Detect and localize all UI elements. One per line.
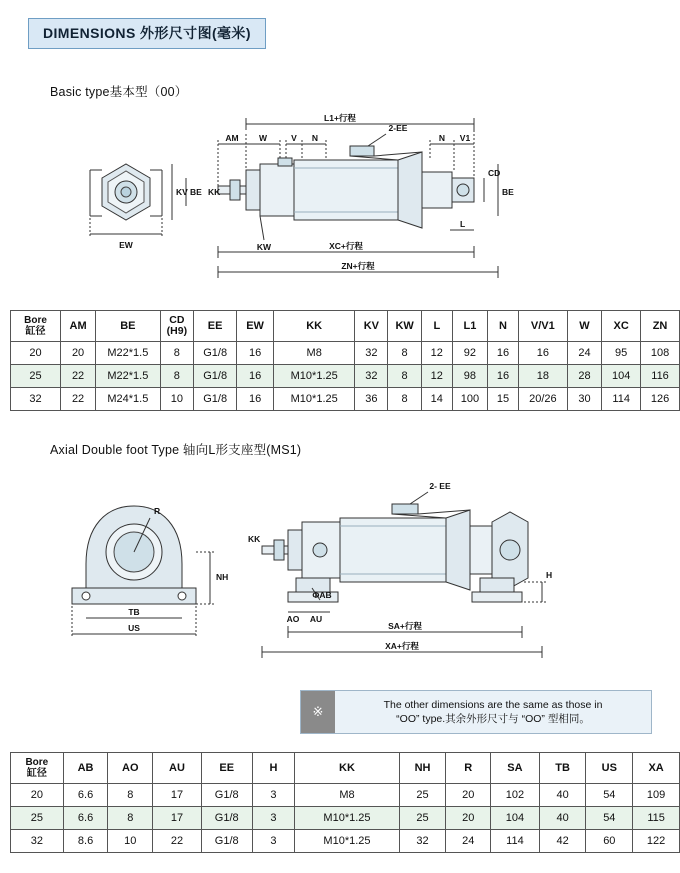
cell-xa: 115	[633, 807, 680, 830]
th-ee: EE	[194, 311, 237, 342]
label-nh: NH	[216, 572, 229, 582]
cell-l: 12	[421, 342, 452, 365]
table-row	[11, 807, 680, 830]
cell-bore: 20	[11, 784, 64, 807]
cell-ee: G1/8	[194, 388, 237, 411]
cell-tb: 40	[539, 807, 586, 830]
note-mark-icon: ※	[301, 691, 335, 733]
cell-kv: 32	[355, 342, 388, 365]
cell-xa: 109	[633, 784, 680, 807]
th-kw: KW	[388, 311, 421, 342]
label-xa: XA+行程	[385, 641, 419, 651]
cell-ee: G1/8	[201, 784, 252, 807]
cell-ab: 6.6	[63, 807, 108, 830]
cell-r: 20	[446, 807, 491, 830]
cell-ab: 6.6	[63, 784, 108, 807]
cell-ab: 8.6	[63, 830, 108, 853]
cell-w: 28	[567, 365, 602, 388]
drawing-axial-double-foot	[50, 460, 630, 685]
cell-tb: 42	[539, 830, 586, 853]
cell-l: 14	[421, 388, 452, 411]
cell-ew: 16	[237, 388, 274, 411]
cell-h: 3	[252, 784, 295, 807]
cell-xc: 104	[602, 365, 641, 388]
cell-h: 3	[252, 807, 295, 830]
cell-tb: 40	[539, 784, 586, 807]
cell-kw: 8	[388, 365, 421, 388]
cell-kk: M8	[274, 342, 355, 365]
th-r: R	[446, 753, 491, 784]
label-au: AU	[309, 614, 323, 624]
note-box	[300, 690, 652, 734]
cell-l1: 92	[452, 342, 487, 365]
cell-be: M22*1.5	[96, 342, 160, 365]
cell-au: 17	[153, 784, 202, 807]
th-l1: L1	[452, 311, 487, 342]
th-kk: KK	[295, 753, 399, 784]
label-h: H	[546, 570, 553, 580]
th-ao: AO	[108, 753, 153, 784]
cell-bore: 32	[11, 388, 61, 411]
cell-ao: 10	[108, 830, 153, 853]
cell-nh: 25	[399, 807, 446, 830]
cell-au: 17	[153, 807, 202, 830]
label-n: N	[311, 133, 319, 143]
cell-zn: 116	[641, 365, 680, 388]
th-vv1: V/V1	[518, 311, 567, 342]
th-bore: Bore 缸径	[11, 753, 64, 784]
th-w: W	[567, 311, 602, 342]
cell-h: 3	[252, 830, 295, 853]
cell-sa: 104	[491, 807, 540, 830]
cell-kk: M10*1.25	[295, 830, 399, 853]
cell-ew: 16	[237, 342, 274, 365]
cell-n: 16	[488, 342, 519, 365]
th-nh: NH	[399, 753, 446, 784]
label-kk-axial: KK	[248, 534, 261, 544]
cell-am: 22	[61, 388, 96, 411]
cell-l1: 100	[452, 388, 487, 411]
cell-am: 22	[61, 365, 96, 388]
cell-kk: M8	[295, 784, 399, 807]
th-kv: KV	[355, 311, 388, 342]
cell-kw: 8	[388, 342, 421, 365]
label-ab: ΦAB	[312, 590, 332, 600]
cell-be: M22*1.5	[96, 365, 160, 388]
th-cd: CD (H9)	[160, 311, 194, 342]
cell-vv1: 18	[518, 365, 567, 388]
cell-bore: 32	[11, 830, 64, 853]
th-kk: KK	[274, 311, 355, 342]
table-row	[11, 342, 680, 365]
cell-vv1: 20/26	[518, 388, 567, 411]
th-l: L	[421, 311, 452, 342]
label-tb: TB	[128, 607, 140, 617]
th-h: H	[252, 753, 295, 784]
cell-w: 30	[567, 388, 602, 411]
cell-l: 12	[421, 365, 452, 388]
th-xa: XA	[633, 753, 680, 784]
th-ab: AB	[63, 753, 108, 784]
label-n2: N	[438, 133, 446, 143]
th-ee: EE	[201, 753, 252, 784]
cell-us: 54	[586, 807, 633, 830]
cell-kk: M10*1.25	[274, 388, 355, 411]
table-axial-dimensions	[10, 752, 680, 853]
cell-r: 20	[446, 784, 491, 807]
cell-bore: 25	[11, 365, 61, 388]
cell-vv1: 16	[518, 342, 567, 365]
cell-ee: G1/8	[201, 830, 252, 853]
cell-xc: 95	[602, 342, 641, 365]
label-ao: AO	[286, 614, 300, 624]
th-n: N	[488, 311, 519, 342]
label-kk: KK	[208, 187, 221, 197]
cell-w: 24	[567, 342, 602, 365]
label-kw: KW	[256, 242, 272, 252]
cell-cd: 10	[160, 388, 194, 411]
th-tb: TB	[539, 753, 586, 784]
cell-sa: 114	[491, 830, 540, 853]
cell-be: M24*1.5	[96, 388, 160, 411]
cell-ee: G1/8	[194, 365, 237, 388]
drawing-basic-type	[50, 100, 630, 305]
label-l: L	[460, 219, 466, 229]
cell-ao: 8	[108, 784, 153, 807]
cell-n: 15	[488, 388, 519, 411]
cell-kk: M10*1.25	[274, 365, 355, 388]
cell-am: 20	[61, 342, 96, 365]
th-us: US	[586, 753, 633, 784]
label-ew: EW	[119, 240, 133, 250]
cell-nh: 32	[399, 830, 446, 853]
note-line-2: “OO” type.其余外形尺寸与 “OO” 型相同。	[396, 713, 590, 725]
table-header-row	[11, 753, 680, 784]
label-r: R	[154, 506, 161, 516]
cell-zn: 108	[641, 342, 680, 365]
label-v: V	[291, 133, 297, 143]
th-sa: SA	[491, 753, 540, 784]
th-ew: EW	[237, 311, 274, 342]
th-am: AM	[61, 311, 96, 342]
cell-us: 60	[586, 830, 633, 853]
label-2ee-axial: 2- EE	[429, 481, 451, 491]
cell-au: 22	[153, 830, 202, 853]
label-cd: CD	[488, 168, 501, 178]
cell-ee: G1/8	[201, 807, 252, 830]
table-row	[11, 388, 680, 411]
cell-r: 24	[446, 830, 491, 853]
th-bore: Bore 缸径	[11, 311, 61, 342]
section-heading-axial: Axial Double foot Type 轴向L形支座型(MS1)	[50, 443, 302, 457]
cell-bore: 25	[11, 807, 64, 830]
table-row	[11, 830, 680, 853]
cell-xa: 122	[633, 830, 680, 853]
cell-bore: 20	[11, 342, 61, 365]
label-kv: KV	[176, 187, 188, 197]
cell-cd: 8	[160, 365, 194, 388]
section-heading-basic: Basic type基本型（00）	[50, 85, 188, 99]
cell-l1: 98	[452, 365, 487, 388]
table-header-row	[11, 311, 680, 342]
note-line-1: The other dimensions are the same as those in	[383, 699, 603, 711]
label-be-left: BE	[190, 187, 202, 197]
th-zn: ZN	[641, 311, 680, 342]
cell-cd: 8	[160, 342, 194, 365]
cell-zn: 126	[641, 388, 680, 411]
page-title: DIMENSIONS 外形尺寸图(毫米)	[28, 18, 266, 49]
cell-ew: 16	[237, 365, 274, 388]
cell-kv: 32	[355, 365, 388, 388]
label-am: AM	[225, 133, 239, 143]
th-au: AU	[153, 753, 202, 784]
cell-kk: M10*1.25	[295, 807, 399, 830]
cell-ao: 8	[108, 807, 153, 830]
label-2ee: 2-EE	[388, 123, 408, 133]
cell-ee: G1/8	[194, 342, 237, 365]
table-basic-dimensions	[10, 310, 680, 411]
table-row	[11, 365, 680, 388]
th-be: BE	[96, 311, 160, 342]
cell-sa: 102	[491, 784, 540, 807]
label-zn: ZN+行程	[341, 261, 375, 271]
th-xc: XC	[602, 311, 641, 342]
cell-kw: 8	[388, 388, 421, 411]
note-text	[335, 698, 651, 726]
label-us: US	[128, 623, 140, 633]
cell-xc: 114	[602, 388, 641, 411]
cell-us: 54	[586, 784, 633, 807]
cell-nh: 25	[399, 784, 446, 807]
label-l1: L1+行程	[324, 113, 356, 123]
table-row	[11, 784, 680, 807]
label-v1: V1	[459, 133, 471, 143]
label-w: W	[258, 133, 268, 143]
label-xc: XC+行程	[329, 241, 363, 251]
cell-kv: 36	[355, 388, 388, 411]
label-sa: SA+行程	[388, 621, 422, 631]
cell-n: 16	[488, 365, 519, 388]
label-be-right: BE	[502, 187, 514, 197]
